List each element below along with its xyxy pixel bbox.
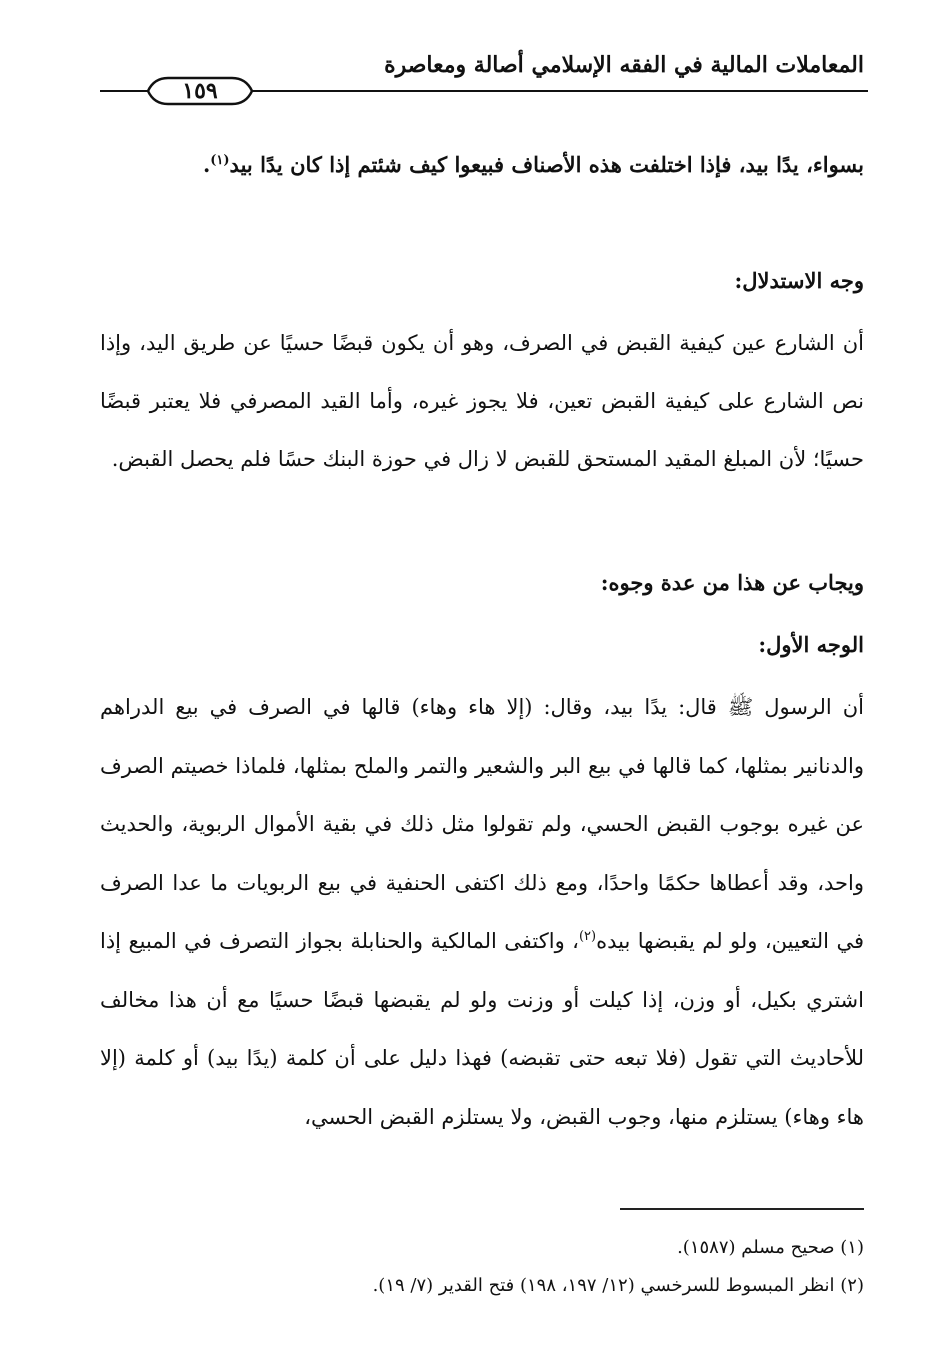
running-title: المعاملات المالية في الفقه الإسلامي أصالة ومعاصرة: [384, 52, 864, 78]
paragraph-hadith-end: بسواء، يدًا بيد، فإذا اختلفت هذه الأصناف فبيعوا كيف شئتم إذا كان يدًا بيد$^{(١)}$.: [202, 152, 864, 177]
footnote-1: (١) صحيح مسلم (١٥٨٧).: [677, 1237, 864, 1258]
header-rule-with-page-badge: [0, 70, 944, 116]
footnote-separator: [620, 1208, 864, 1210]
page-number: ١٥٩: [182, 78, 218, 104]
footnote-2: (٢) انظر المبسوط للسرخسي (١٢/ ١٩٧، ١٩٨) فتح القدير (٧/ ١٩).: [372, 1275, 864, 1296]
heading-answer: ويجاب عن هذا من عدة وجوه:: [600, 570, 864, 595]
paragraph-evidence: أن الشارع عين كيفية القبض في الصرف، وهو أن يكون قبضًا حسيًا عن طريق اليد، وإذا نص الشارع على كيفية القبض تعين، فلا يجوز غيره، وأما القيد المصرفي فلا يعتبر قبضًا حسيًا؛ لأن المبلغ المقيد المستحق للقبض لا زال في حوزة البنك حسًا فلم يحصل القبض.: [100, 331, 864, 471]
heading-evidence: وجه الاستدلال:: [734, 268, 864, 293]
heading-first-aspect: الوجه الأول:: [758, 632, 864, 657]
paragraph-first-aspect: أن الرسول ﷺ قال: يدًا بيد، وقال: (إلا هاء وهاء) قالها في الصرف في بيع الدراهم والدنانير بمثلها، كما قالها في بيع البر والشعير والتمر والملح بمثلها، فلماذا خصيتم الصرف عن غيره بوجوب القبض الحسي، ولم تقولوا مثل ذلك في بقية الأموال الربوية، والحديث واحد، وقد أعطاها حكمًا واحدًا، ومع ذلك اكتفى الحنفية في بيع الربويات ما عدا الصرف في التعيين، ولو لم يقبضها بيده$^{(٢)}$، واكتفى المالكية والحنابلة بجواز التصرف في المبيع إذا اشتري بكيل، أو وزن، إذا كيلت أو وزنت ولو لم يقبضها قبضًا حسيًا مع أن هذا مخالف للأحاديث التي تقول (فلا تبعه حتى تقبضه) فهذا دليل على أن كلمة (يدًا بيد) أو كلمة (إلا هاء وهاء) يستلزم منها، وجوب القبض، ولا يستلزم القبض الحسي،: [100, 695, 864, 1129]
footnote-ref-1: (١): [210, 153, 230, 168]
footnote-ref-2: (٢): [578, 929, 597, 944]
